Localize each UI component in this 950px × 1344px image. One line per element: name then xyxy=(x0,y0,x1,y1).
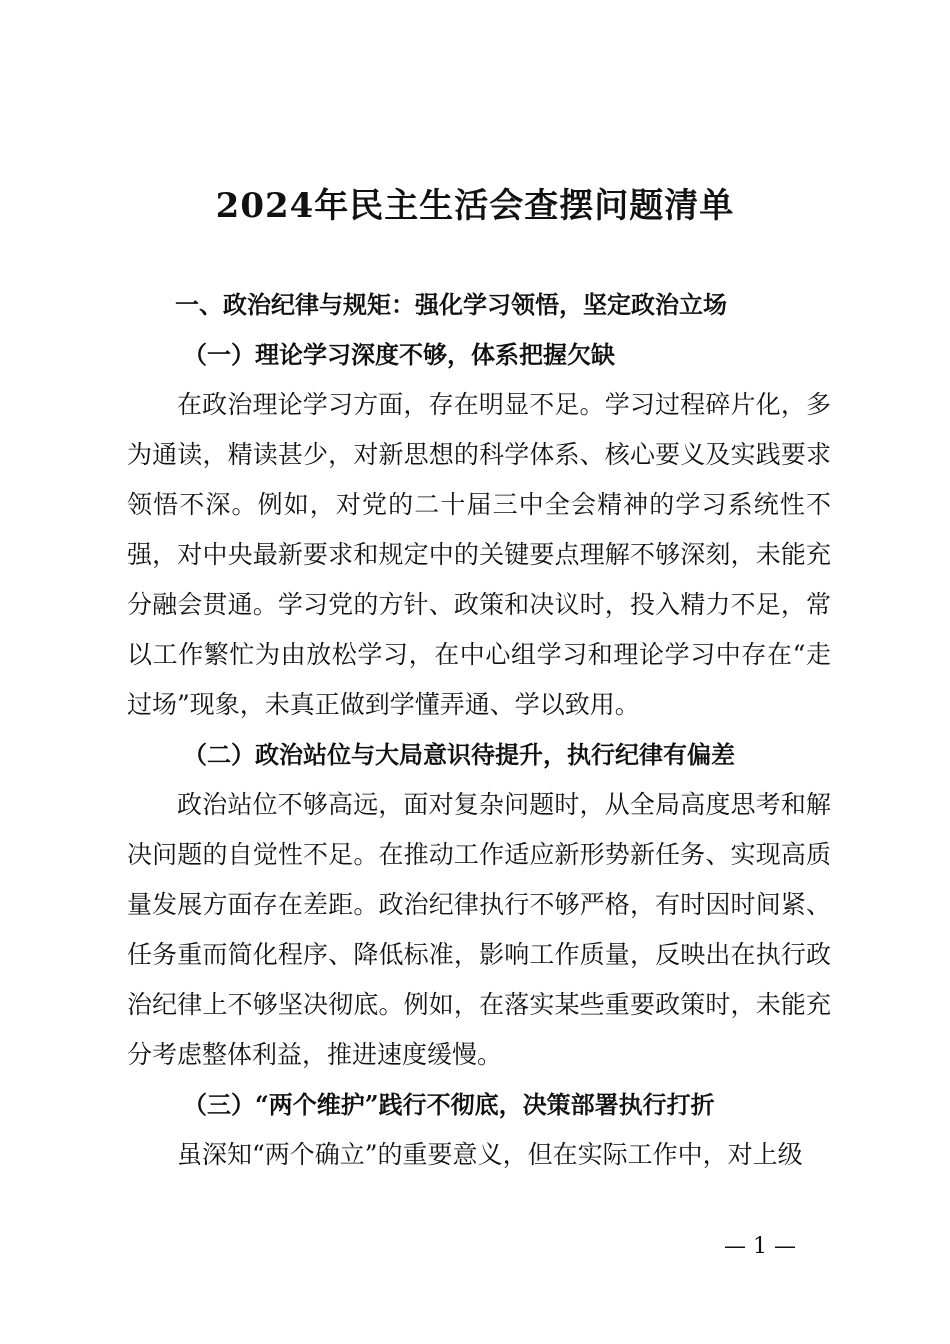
subsection-heading-3: （三）“两个维护”践行不彻底，决策部署执行打折 xyxy=(183,1090,715,1119)
subsection-heading-1: （一）理论学习深度不够，体系把握欠缺 xyxy=(183,340,615,369)
page-number: — 1 — xyxy=(724,1234,796,1259)
subsection-paragraph-1: 在政治理论学习方面，存在明显不足。学习过程碎片化，多为通读，精读甚少，对新思想的科学体系、核心要义及实践要求领悟不深。例如，对党的二十届三中全会精神的学习系统性不强，对中央最新要求和规定中的关键要点理解不够深刻，未能充分融会贯通。学习党的方针、政策和决议时，投入精力不足，常以工作繁忙为由放松学习，在中心组学习和理论学习中存在“走过场”现象，未真正做到学懂弄通、学以致用。 xyxy=(127,390,831,719)
subsection-paragraph-3: 虽深知“两个确立”的重要意义，但在实际工作中，对上级 xyxy=(177,1140,803,1169)
document-title: 2024年民主生活会查摆问题清单 xyxy=(215,186,735,226)
document-body xyxy=(127,280,831,1180)
subsection-paragraph-2: 政治站位不够高远，面对复杂问题时，从全局高度思考和解决问题的自觉性不足。在推动工作适应新形势新任务、实现高质量发展方面存在差距。政治纪律执行不够严格，有时因时间紧、任务重而简化程序、降低标准，影响工作质量，反映出在执行政治纪律上不够坚决彻底。例如，在落实某些重要政策时，未能充分考虑整体利益，推进速度缓慢。 xyxy=(127,790,831,1069)
subsection-heading-2: （二）政治站位与大局意识待提升，执行纪律有偏差 xyxy=(183,740,735,769)
section-heading-1: 一、政治纪律与规矩：强化学习领悟，坚定政治立场 xyxy=(175,290,727,319)
